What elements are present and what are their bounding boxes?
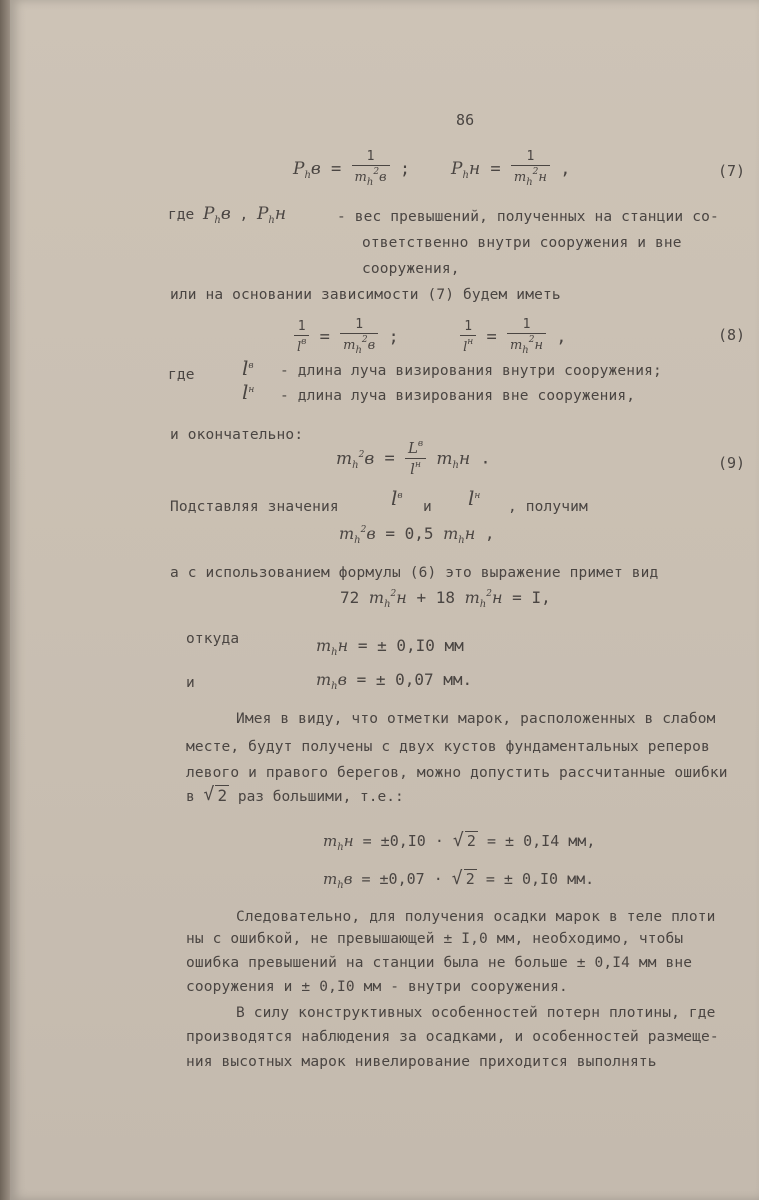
- paragraph2-line3: ошибка превышений на станции была не больше ± 0,I4 мм вне: [186, 955, 693, 971]
- formula-half: $m_h^2в = 0,5$ $m_hн$ ,: [339, 524, 495, 546]
- formula-7: $P_hв$ = $\frac{1}{m_h^2в}$ ; $P_hн$ = $\frac{1}{m_h^2н}$ ,: [293, 149, 571, 188]
- outside-pre: = ±0,I0 ·: [362, 832, 444, 850]
- weights-description-line3: сооружения,: [362, 261, 460, 277]
- page-number: 86: [456, 111, 475, 129]
- and-label-2: и: [186, 675, 195, 691]
- where-label-1: где: [168, 207, 195, 223]
- binding-edge: [0, 0, 10, 1200]
- dependency-sentence: или на основании зависимости (7) будем иметь: [170, 287, 561, 303]
- document-page: [10, 0, 759, 1200]
- paragraph1-line3: левого и правого берегов, можно допустить рассчитанные ошибки: [186, 765, 728, 781]
- half-value: = 0,5: [385, 524, 434, 543]
- sqrt-arg-3: 2: [465, 870, 475, 888]
- formula-sum: 72 $m_h^2н + 18$ $m_h^2н = I$,: [340, 588, 551, 610]
- paragraph1-line1: Имея в виду, что отметки марок, расположенных в слабом: [236, 711, 716, 727]
- symbol-l-out-2: $l^н$: [468, 486, 481, 510]
- inside-post: = ± 0,I0 мм.: [485, 870, 595, 888]
- where-weights-prefix: где $P_hв$ , $P_hн$: [168, 204, 287, 226]
- paragraph1-line4: в √ 2 раз большими, т.е.:: [186, 784, 404, 805]
- symbol-l-outside: $l^н$: [242, 380, 255, 404]
- line4-prefix: в: [186, 789, 195, 805]
- equation-number-9: (9): [718, 454, 746, 472]
- whence-label: откуда: [186, 631, 240, 647]
- formula-8: $\frac{1}{l^в}$ = $\frac{1}{m_h^2в}$ ; $\frac{1}{l^н}$ = $\frac{1}{m_h^2н}$ ,: [294, 318, 567, 356]
- symbol-l-inside: $l^в$: [242, 356, 254, 380]
- weights-description-line1: - вес превышений, полученных на станции со-: [337, 209, 719, 225]
- mhv-value: = ± 0,07 мм.: [356, 670, 473, 689]
- beam-length-outside: - длина луча визирования вне сооружения,: [280, 388, 636, 404]
- formula-9: $m_h^2в$ = $\frac{L^в}{l^н}$ $m_hн$ .: [336, 439, 491, 478]
- line4-suffix: раз большими, т.е.:: [237, 789, 404, 805]
- paragraph3-line2: производятся наблюдения за осадками, и особенностей размеще-: [186, 1029, 719, 1045]
- coef-72: 72: [340, 588, 360, 607]
- using-formula-sentence: а с использованием формулы (6) это выражение примет вид: [170, 565, 659, 581]
- equation-number-7: (7): [718, 162, 746, 180]
- weights-description-line2: ответственно внутри сооружения и вне: [362, 235, 682, 251]
- paragraph2-line1: Следовательно, для получения осадки марок в теле плоти: [236, 909, 716, 925]
- paragraph3-line1: В силу конструктивных особенностей потерн плотины, где: [236, 1005, 716, 1021]
- paragraph1-line2: месте, будут получены с двух кустов фундаментальных реперов: [186, 739, 710, 755]
- we-get-label: , получим: [508, 499, 588, 515]
- result-mhv: $m_hв$ = ± 0,07 мм.: [316, 670, 473, 692]
- coef-18: + 18: [416, 588, 455, 607]
- substituting-label: Подставляя значения: [170, 499, 339, 515]
- sqrt-arg-2: 2: [466, 832, 476, 850]
- paragraph2-line4: сооружения и ± 0,I0 мм - внутри сооружения.: [186, 979, 568, 995]
- inside-pre: = ±0,07 ·: [361, 870, 443, 888]
- result-mhn: $m_hн$ = ± 0,I0 мм: [316, 636, 464, 658]
- error-outside: $m_hн = \pm 0,I0$ · √ 2 = ± 0,I4 мм,: [323, 830, 596, 853]
- error-inside: $m_hв = \pm 0,07$ · √ 2 = ± 0,I0 мм.: [323, 868, 595, 891]
- equation-number-8: (8): [718, 326, 746, 344]
- outside-post: = ± 0,I4 мм,: [486, 832, 596, 850]
- and-label: и: [423, 499, 432, 515]
- paragraph3-line3: ния высотных марок нивелирование приходится выполнять: [186, 1054, 657, 1070]
- where-label-2: где: [168, 367, 195, 383]
- symbol-l-in-2: $l^в$: [391, 486, 403, 510]
- sqrt-arg: 2: [217, 786, 228, 805]
- mhn-value: = ± 0,I0 мм: [357, 636, 464, 655]
- sum-rhs: = I,: [512, 588, 551, 607]
- paragraph2-line2: ны с ошибкой, не превышающей ± I,0 мм, необходимо, чтобы: [186, 931, 684, 947]
- finally-label: и окончательно:: [170, 427, 304, 443]
- beam-length-inside: - длина луча визирования внутри сооружения;: [280, 363, 662, 379]
